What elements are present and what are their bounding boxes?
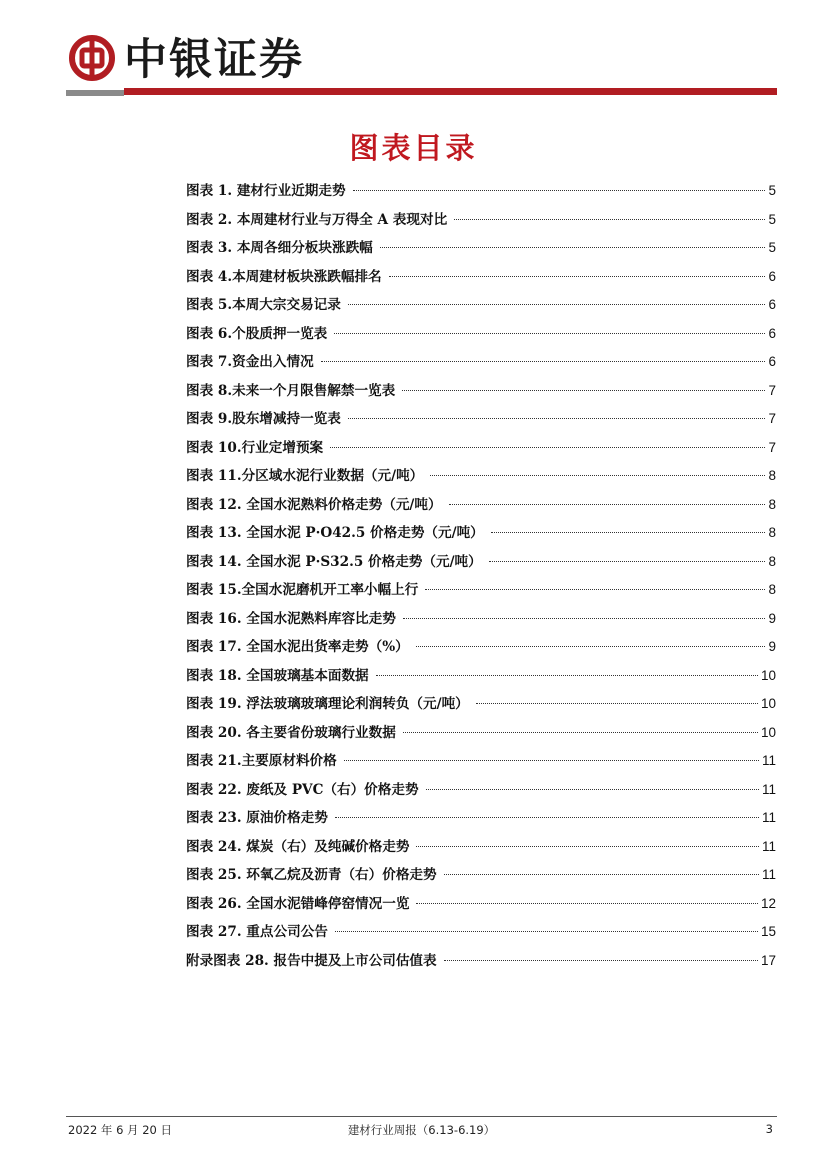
toc-entry-label: 图表 24. 煤炭（右）及纯碱价格走势 (186, 838, 410, 855)
toc-entry-page: 8 (768, 553, 776, 569)
toc-entry-page: 8 (768, 468, 776, 483)
toc-entry[interactable] (186, 380, 776, 409)
toc-entry-page: 6 (768, 354, 776, 369)
toc-entry-label: 图表 18. 全国玻璃基本面数据 (186, 667, 369, 684)
toc-entry[interactable] (186, 779, 776, 808)
toc-entry-label: 图表 27. 重点公司公告 (186, 924, 328, 940)
toc-entry-page: 10 (760, 724, 776, 740)
toc-dot-leader (403, 732, 758, 733)
toc-entry-label: 图表 9.股东增减持一览表 (186, 411, 341, 427)
toc-entry[interactable] (186, 864, 776, 893)
toc-dot-leader (444, 874, 759, 875)
toc-entry-label: 附录图表 28. 报告中提及上市公司估值表 (186, 952, 437, 969)
toc-entry-label: 图表 6.个股质押一览表 (186, 325, 328, 342)
toc-dot-leader (489, 561, 766, 562)
toc-entry-page: 7 (768, 411, 776, 426)
toc-entry-page: 5 (768, 183, 776, 198)
toc-entry-page: 8 (768, 525, 776, 540)
toc-entry-label: 图表 14. 全国水泥 P·S32.5 价格走势（元/吨） (186, 553, 482, 570)
toc-dot-leader (348, 304, 766, 305)
toc-entry[interactable] (186, 921, 776, 950)
toc-dot-leader (376, 675, 758, 676)
toc-entry-label: 图表 17. 全国水泥出货率走势（%） (186, 639, 409, 655)
toc-dot-leader (416, 646, 766, 647)
toc-entry-label: 图表 5.本周大宗交易记录 (186, 297, 341, 313)
toc-entry[interactable] (186, 579, 776, 608)
toc-dot-leader (344, 760, 759, 761)
toc-entry-label: 图表 2. 本周建材行业与万得全 A 表现对比 (186, 211, 448, 228)
toc-entry-page: 11 (761, 810, 776, 825)
toc-dot-leader (416, 846, 759, 847)
toc-entry-page: 12 (760, 895, 776, 911)
header-rule-gray (66, 90, 124, 96)
toc-dot-leader (402, 390, 765, 391)
footer-rule (66, 1116, 777, 1117)
toc-dot-leader (334, 333, 765, 334)
toc-entry-page: 8 (768, 496, 776, 512)
toc-entry-page: 15 (760, 924, 776, 939)
toc-entry-label: 图表 1. 建材行业近期走势 (186, 183, 346, 199)
toc-entry[interactable] (186, 665, 776, 694)
header-rule-red (124, 88, 777, 95)
toc-dot-leader (330, 447, 765, 448)
toc-entry-page: 5 (768, 240, 776, 255)
toc-entry-page: 5 (768, 211, 776, 227)
toc-dot-leader (389, 276, 766, 277)
toc-title: 图表目录 (349, 131, 478, 165)
toc-dot-leader (335, 931, 758, 932)
toc-entry-page: 10 (760, 696, 776, 711)
toc-entry[interactable] (186, 608, 776, 637)
toc-list (186, 180, 776, 978)
toc-entry[interactable] (186, 636, 776, 665)
toc-entry-label: 图表 22. 废纸及 PVC（右）价格走势 (186, 781, 419, 798)
footer-report-title: 建材行业周报（6.13-6.19） (347, 1123, 496, 1137)
toc-entry[interactable] (186, 494, 776, 523)
toc-dot-leader (476, 703, 758, 704)
toc-dot-leader (425, 589, 765, 590)
toc-dot-leader (353, 190, 766, 191)
toc-entry[interactable] (186, 722, 776, 751)
toc-entry[interactable] (186, 836, 776, 865)
toc-entry[interactable] (186, 351, 776, 380)
toc-entry-label: 图表 10.行业定增预案 (186, 439, 324, 456)
toc-entry-label: 图表 21.主要原材料价格 (186, 753, 337, 769)
toc-entry-page: 9 (768, 639, 776, 654)
toc-entry-page: 7 (768, 439, 776, 455)
brand-name: 中银证券 (124, 35, 304, 85)
toc-dot-leader (335, 817, 759, 818)
toc-entry-label: 图表 19. 浮法玻璃玻璃理论利润转负（元/吨） (186, 696, 469, 712)
toc-entry-page: 11 (761, 838, 776, 854)
toc-entry[interactable] (186, 180, 776, 209)
toc-entry-page: 11 (761, 753, 776, 768)
toc-entry-label: 图表 25. 环氧乙烷及沥青（右）价格走势 (186, 867, 437, 883)
toc-entry-label: 图表 26. 全国水泥错峰停窑情况一览 (186, 895, 410, 912)
toc-dot-leader (426, 789, 759, 790)
toc-entry[interactable] (186, 693, 776, 722)
toc-entry[interactable] (186, 893, 776, 922)
toc-entry-label: 图表 20. 各主要省份玻璃行业数据 (186, 724, 396, 741)
toc-entry-page: 11 (761, 867, 776, 882)
toc-entry[interactable] (186, 950, 776, 979)
toc-entry-page: 7 (768, 382, 776, 398)
toc-entry-page: 8 (768, 582, 776, 597)
toc-entry[interactable] (186, 465, 776, 494)
toc-dot-leader (430, 475, 765, 476)
toc-dot-leader (380, 247, 766, 248)
toc-entry-page: 6 (768, 325, 776, 341)
toc-entry-label: 图表 12. 全国水泥熟料价格走势（元/吨） (186, 496, 442, 513)
page-header (66, 30, 777, 100)
toc-entry-page: 6 (768, 297, 776, 312)
toc-entry-label: 图表 11.分区域水泥行业数据（元/吨） (186, 468, 424, 484)
toc-entry[interactable] (186, 323, 776, 352)
toc-entry[interactable] (186, 408, 776, 437)
footer-date: 2022 年 6 月 20 日 (68, 1123, 172, 1137)
toc-entry[interactable] (186, 209, 776, 238)
toc-entry[interactable] (186, 266, 776, 295)
toc-entry-page: 6 (768, 268, 776, 284)
toc-entry[interactable] (186, 437, 776, 466)
toc-entry-page: 11 (761, 781, 776, 797)
toc-dot-leader (321, 361, 766, 362)
toc-entry-label: 图表 4.本周建材板块涨跌幅排名 (186, 268, 382, 285)
toc-entry-label: 图表 15.全国水泥磨机开工率小幅上行 (186, 582, 419, 598)
toc-entry-page: 10 (760, 667, 776, 683)
toc-entry-label: 图表 7.资金出入情况 (186, 354, 314, 370)
toc-entry-label: 图表 23. 原油价格走势 (186, 810, 328, 826)
toc-dot-leader (416, 903, 758, 904)
toc-entry-label: 图表 13. 全国水泥 P·O42.5 价格走势（元/吨） (186, 525, 484, 541)
toc-dot-leader (449, 504, 766, 505)
toc-entry[interactable] (186, 750, 776, 779)
toc-entry-page: 9 (768, 610, 776, 626)
toc-dot-leader (403, 618, 766, 619)
toc-entry-label: 图表 16. 全国水泥熟料库容比走势 (186, 610, 396, 627)
toc-entry[interactable] (186, 551, 776, 580)
toc-entry[interactable] (186, 294, 776, 323)
toc-dot-leader (444, 960, 758, 961)
toc-entry[interactable] (186, 237, 776, 266)
toc-entry-page: 17 (760, 952, 776, 968)
bank-of-china-logo-icon (68, 34, 116, 82)
footer-page-number: 3 (765, 1122, 773, 1136)
toc-dot-leader (491, 532, 766, 533)
toc-dot-leader (454, 219, 765, 220)
toc-entry[interactable] (186, 807, 776, 836)
toc-entry-label: 图表 3. 本周各细分板块涨跌幅 (186, 240, 373, 256)
toc-entry-label: 图表 8.未来一个月限售解禁一览表 (186, 382, 396, 399)
toc-dot-leader (348, 418, 766, 419)
toc-entry[interactable] (186, 522, 776, 551)
